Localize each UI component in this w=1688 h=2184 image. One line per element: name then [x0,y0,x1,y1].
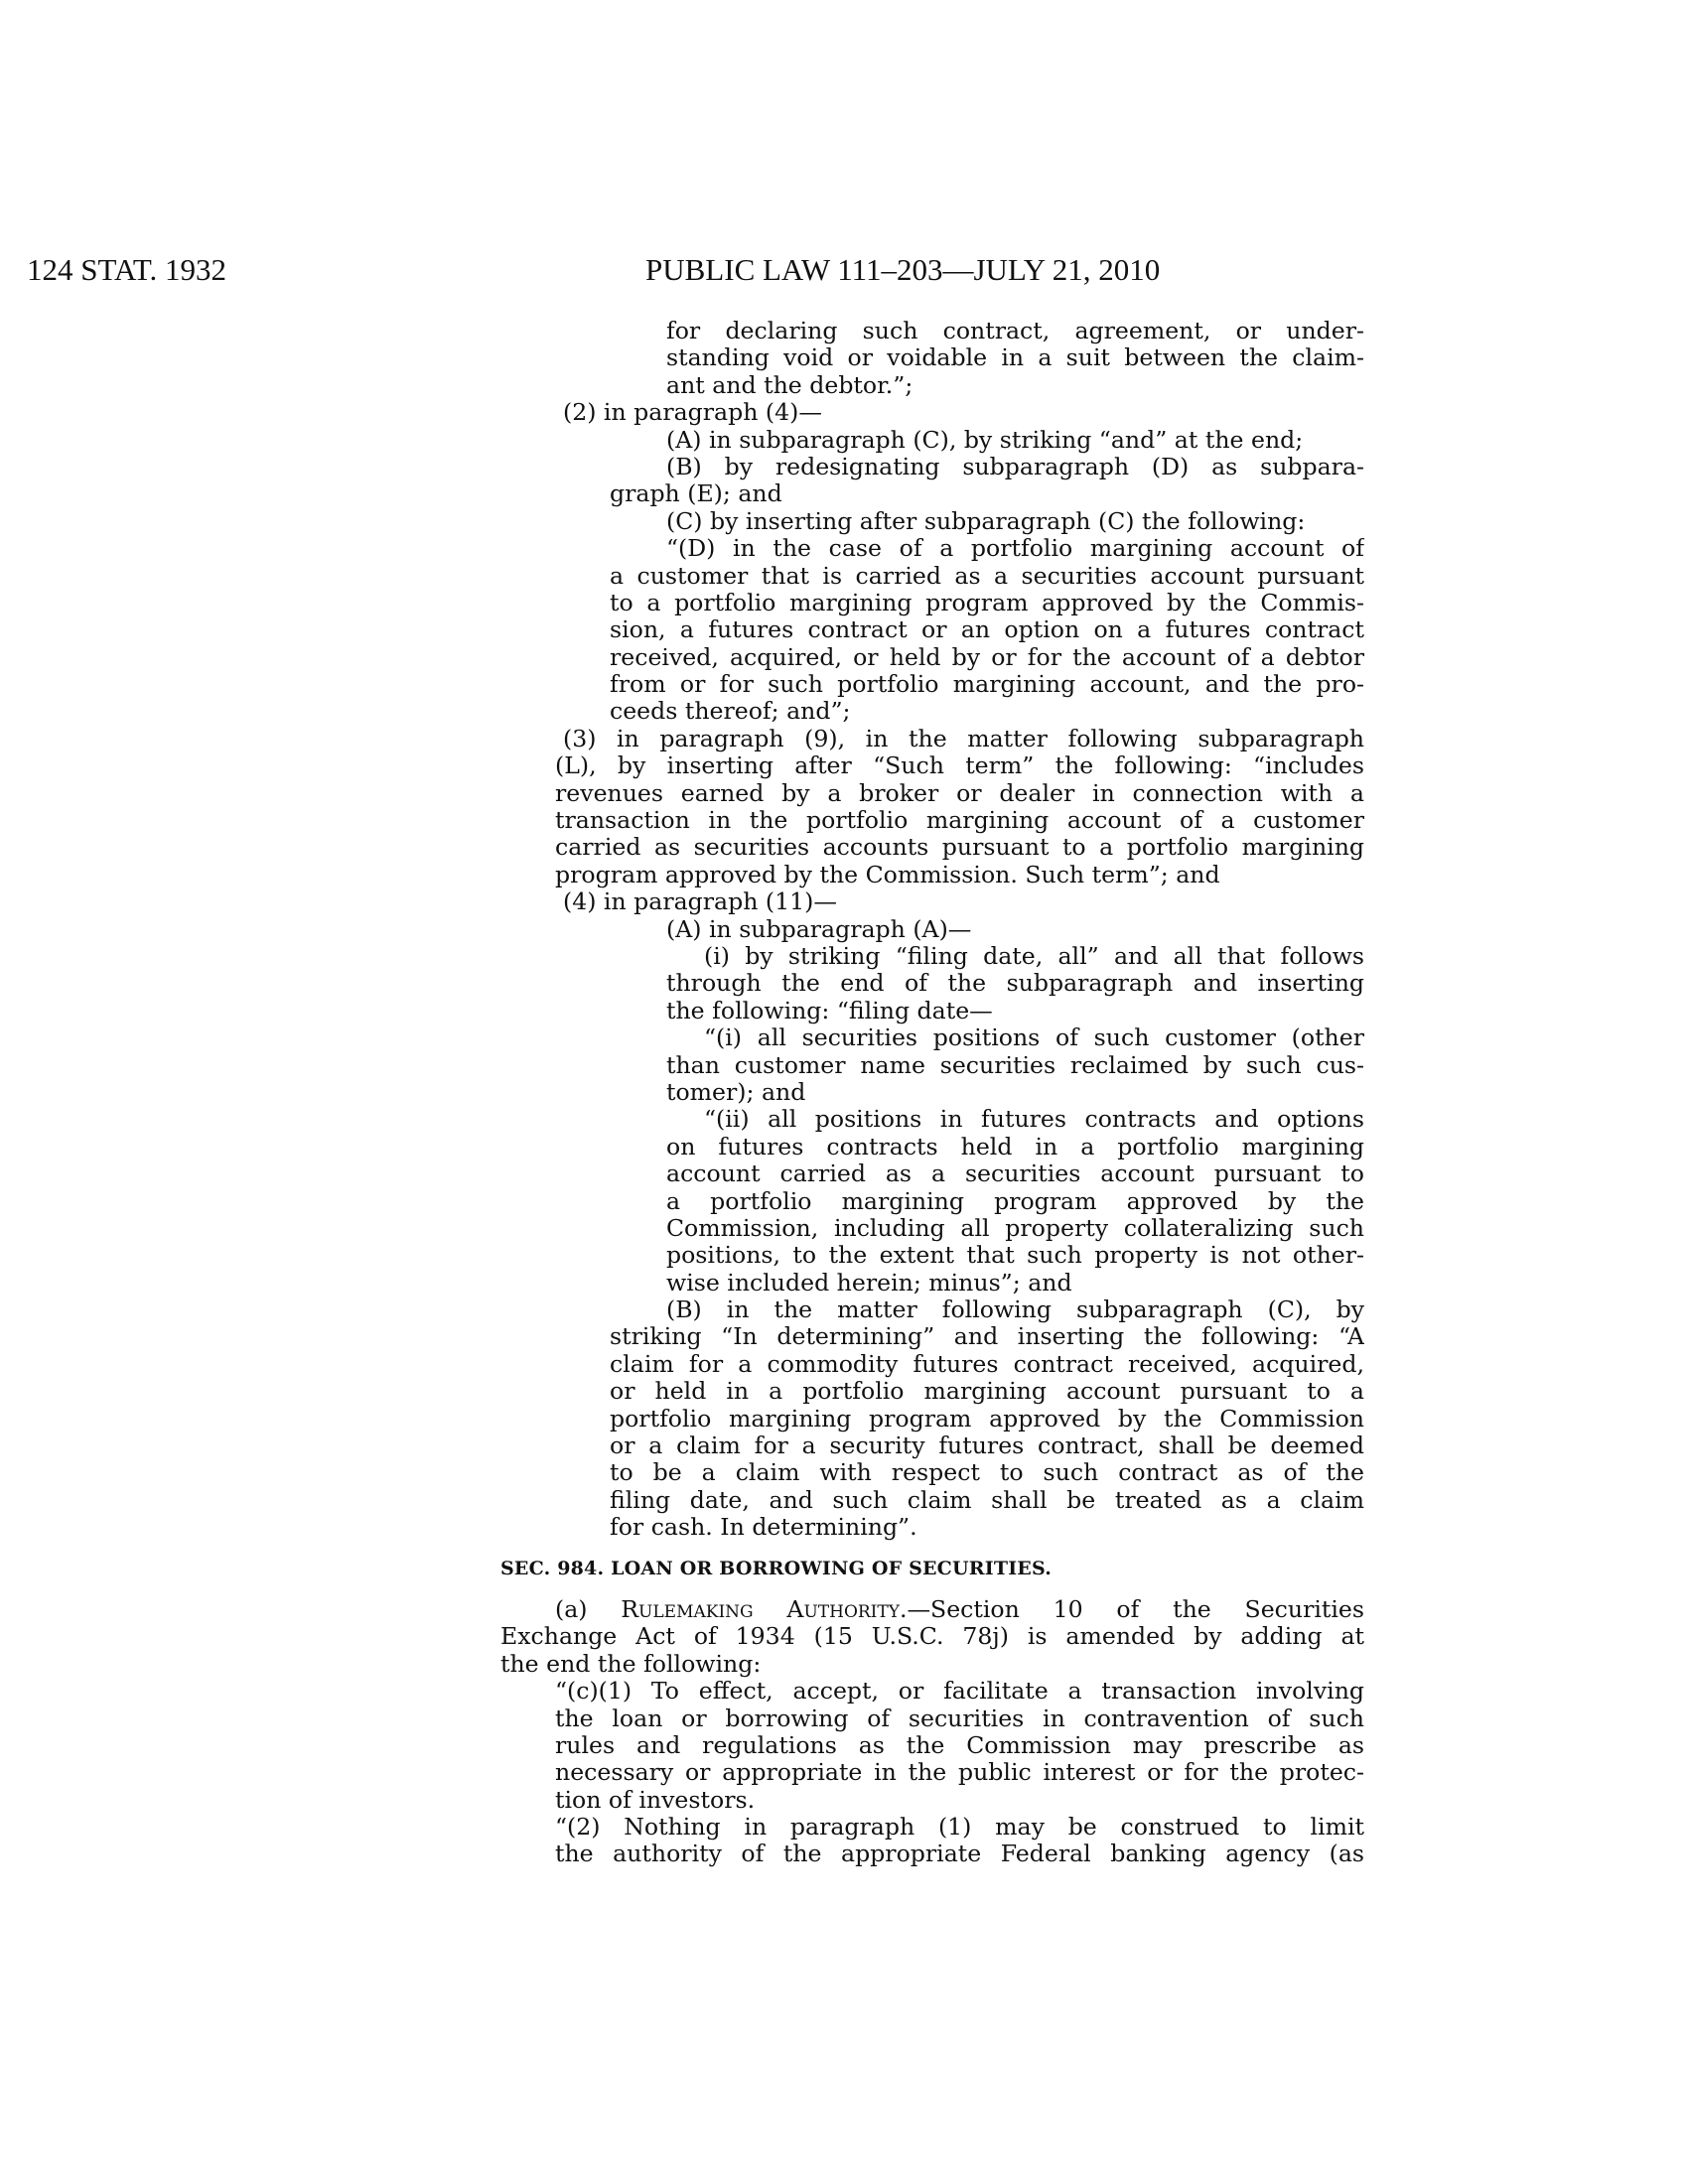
text-line: (B) by redesignating subparagraph (D) as subpara- [666,453,1364,480]
text-line: (3) in paragraph (9), in the matter following subparagraph [563,725,1364,752]
text-line: the authority of the appropriate Federal banking agency (as [555,1841,1364,1868]
text-line: Commission, including all property collateralizing such [666,1214,1364,1242]
text-line: (L), by inserting after “Such term” the following: “includes [555,752,1364,780]
text-line: filing date, and such claim shall be treated as a claim [610,1486,1364,1514]
amendment-text [500,318,1364,1542]
text-line: positions, to the extent that such property is not other- [666,1242,1364,1270]
text-line: (4) in paragraph (11)— [563,887,837,916]
body-column [500,318,1364,1868]
text-line: striking “In determining” and inserting the following: “A [610,1323,1364,1351]
text-line: graph (E); and [610,479,782,508]
text-line: sion, a futures contract or an option on a futures contract [610,616,1364,644]
text-line: for declaring such contract, agreement, or under- [666,318,1364,344]
text-line: received, acquired, or held by or for the account of a debtor [610,643,1364,671]
text-line: for cash. In determining”. [610,1513,917,1542]
text-line: ant and the debtor.”; [666,370,914,399]
subsection-a-lead: .—Section 10 of the Securities [899,1595,1364,1623]
text-line: ceeds thereof; and”; [610,697,851,726]
text-line: (2) in paragraph (4)— [563,398,822,427]
text-line: “(2) Nothing in paragraph (1) may be construed to limit [555,1814,1364,1842]
text-line: (A) in subparagraph (C), by striking “and” at the end; [666,425,1304,454]
public-law-title: PUBLIC LAW 111–203—JULY 21, 2010 [645,252,1161,287]
text-line: program approved by the Commission. Such term”; and [555,860,1220,888]
text-line: claim for a commodity futures contract received, acquired, [610,1350,1364,1378]
text-line: to a portfolio margining program approved by the Commis- [610,589,1364,616]
text-line: (B) in the matter following subparagraph (C), by [666,1297,1364,1324]
text-line: the loan or borrowing of securities in contravention of such [555,1705,1364,1732]
text-line: on futures contracts held in a portfolio margining [666,1133,1364,1160]
subsection-a-label: (a) [555,1595,588,1623]
text-line: account carried as a securities account pursuant to [666,1160,1364,1188]
section-text [500,1623,1364,1868]
section-heading: SEC. 984. LOAN OR BORROWING OF SECURITIES. [500,1557,1053,1579]
text-line: the following: “filing date— [666,996,993,1024]
text-line: portfolio margining program approved by the Commission [610,1405,1364,1433]
page-header [0,252,1688,292]
subsection-a-caption: Rulemaking Authority [621,1595,900,1623]
text-line: a portfolio margining program approved by the [666,1187,1364,1215]
text-line: (i) by striking “filing date, all” and all that follows [704,942,1364,970]
text-line: the end the following: [500,1649,762,1678]
text-line: or held in a portfolio margining account pursuant to a [610,1378,1364,1406]
text-line: from or for such portfolio margining account, and the pro- [610,671,1364,699]
text-line: revenues earned by a broker or dealer in connection with a [555,779,1364,807]
text-line: wise included herein; minus”; and [666,1268,1072,1297]
text-line: transaction in the portfolio margining account of a customer [555,807,1364,835]
text-line: necessary or appropriate in the public interest or for the protec- [555,1759,1364,1787]
text-line: rules and regulations as the Commission may prescribe as [555,1731,1364,1759]
text-line: or a claim for a security futures contract, shall be deemed [610,1433,1364,1460]
text-line: through the end of the subparagraph and inserting [666,970,1364,998]
text-line: (C) by inserting after subparagraph (C) the following: [666,506,1306,535]
text-line: “(D) in the case of a portfolio margining account of [666,535,1364,563]
subsection-a-first-line [555,1596,1364,1623]
text-line: carried as securities accounts pursuant to a portfolio margining [555,834,1364,862]
text-line: a customer that is carried as a securities account pursuant [610,562,1364,590]
text-line: “(i) all securities positions of such customer (other [704,1024,1364,1052]
text-line: standing void or voidable in a suit between the claim- [666,344,1364,372]
text-line: tomer); and [666,1077,806,1106]
statute-citation: 124 STAT. 1932 [27,252,227,287]
text-line: tion of investors. [555,1785,756,1814]
text-line: than customer name securities reclaimed by such cus- [666,1051,1364,1079]
text-line: to be a claim with respect to such contract as of the [610,1459,1364,1487]
text-line: (A) in subparagraph (A)— [666,914,972,943]
text-line: Exchange Act of 1934 (15 U.S.C. 78j) is amended by adding at [500,1623,1364,1651]
text-line: “(c)(1) To effect, accept, or facilitate a transaction involving [555,1678,1364,1706]
text-line: “(ii) all positions in futures contracts and options [704,1106,1364,1134]
